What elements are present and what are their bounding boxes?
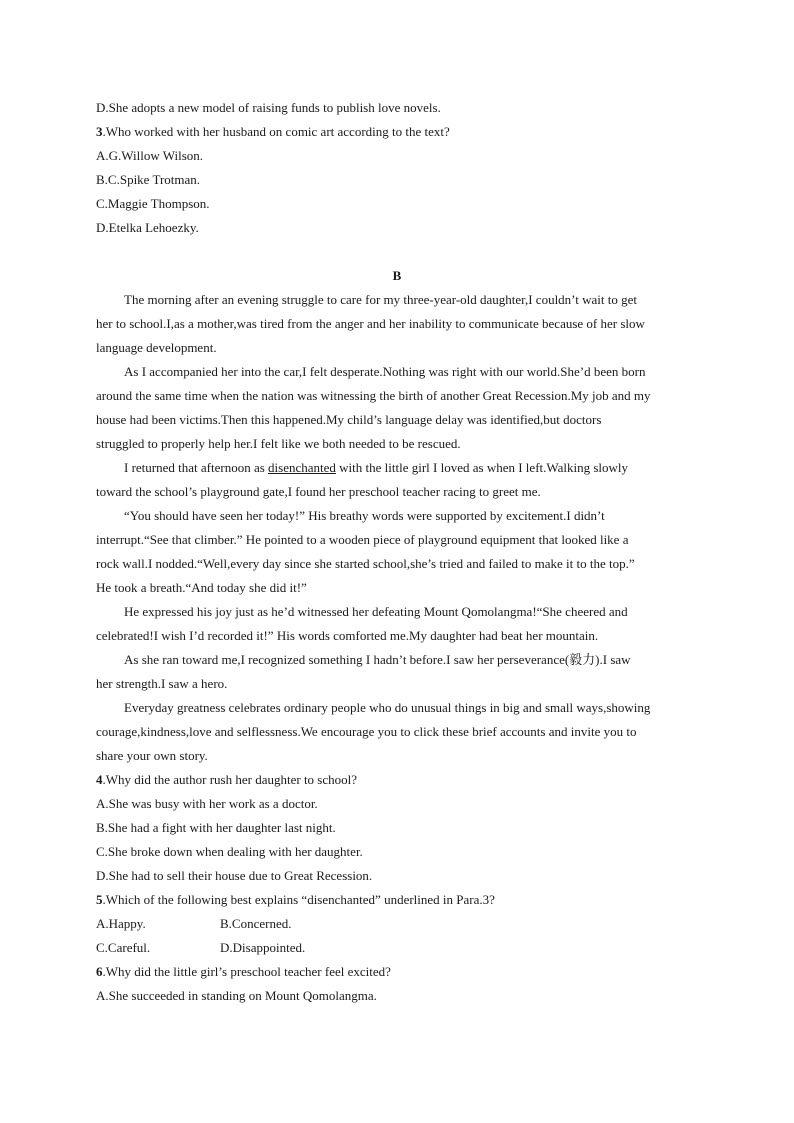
question-text: .Which of the following best explains “disenchanted” underlined in Para.3? xyxy=(102,892,495,907)
q2-option-d: D.She adopts a new model of raising funds to publish love novels. xyxy=(96,100,441,115)
passage-line: rock wall.I nodded.“Well,every day since she started school,she’s tried and failed to make it to the top.” xyxy=(96,556,635,571)
passage-line: He expressed his joy just as he’d witnessed her defeating Mount Qomolangma!“She cheered and xyxy=(124,604,628,619)
q4-option-c: C.She broke down when dealing with her daughter. xyxy=(96,844,363,859)
q5-option-a: A.Happy. xyxy=(96,916,146,931)
passage-line: around the same time when the nation was witnessing the birth of another Great Recession.My job and my xyxy=(96,388,651,403)
passage-line: share your own story. xyxy=(96,748,208,763)
passage-line: The morning after an evening struggle to care for my three-year-old daughter,I couldn’t wait to get xyxy=(124,292,638,307)
passage-line: As I accompanied her into the car,I felt desperate.Nothing was right with our world.She’d been born xyxy=(124,364,646,379)
q3-option-b: B.C.Spike Trotman. xyxy=(96,172,201,187)
passage-line: her strength.I saw a hero. xyxy=(96,676,228,691)
underlined-word: disenchanted xyxy=(268,460,336,475)
passage-line: celebrated!I wish I’d recorded it!” His words comforted me.My daughter had beat her mountain. xyxy=(96,628,599,643)
q5-option-d: D.Disappointed. xyxy=(220,940,306,955)
section-heading: B xyxy=(392,268,402,283)
passage-line xyxy=(124,460,628,476)
passage-line: As she ran toward me,I recognized something I hadn’t before.I saw her perseverance(毅力).I saw xyxy=(124,652,631,667)
question-5 xyxy=(96,892,495,908)
q6-option-a: A.She succeeded in standing on Mount Qomolangma. xyxy=(96,988,377,1003)
q5-option-c: C.Careful. xyxy=(96,940,151,955)
q3-option-d: D.Etelka Lehoezky. xyxy=(96,220,199,235)
q4-option-d: D.She had to sell their house due to Great Recession. xyxy=(96,868,373,883)
q4-option-a: A.She was busy with her work as a doctor. xyxy=(96,796,318,811)
passage-line: struggled to properly help her.I felt like we both needed to be rescued. xyxy=(96,436,461,451)
passage-line: Everyday greatness celebrates ordinary people who do unusual things in big and small ways,showing xyxy=(124,700,651,715)
question-text: .Why did the author rush her daughter to school? xyxy=(102,772,358,787)
question-number: 6 xyxy=(96,964,103,979)
question-number: 3 xyxy=(96,124,103,139)
passage-line: toward the school’s playground gate,I found her preschool teacher racing to greet me. xyxy=(96,484,541,499)
question-text: .Who worked with her husband on comic art according to the text? xyxy=(102,124,450,139)
question-6 xyxy=(96,964,391,980)
question-number: 4 xyxy=(96,772,103,787)
question-3 xyxy=(96,124,450,140)
passage-text: with the little girl I loved as when I left.Walking slowly xyxy=(335,460,629,475)
passage-line: interrupt.“See that climber.” He pointed to a wooden piece of playground equipment that looked like a xyxy=(96,532,629,547)
q3-option-c: C.Maggie Thompson. xyxy=(96,196,210,211)
passage-line: house had been victims.Then this happened.My child’s language delay was identified,but doctors xyxy=(96,412,602,427)
passage-line: He took a breath.“And today she did it!” xyxy=(96,580,307,595)
q5-options-row xyxy=(96,940,696,956)
question-4 xyxy=(96,772,357,788)
q5-option-b: B.Concerned. xyxy=(220,916,292,931)
q3-option-a: A.G.Willow Wilson. xyxy=(96,148,204,163)
passage-line: “You should have seen her today!” His breathy words were supported by excitement.I didn’t xyxy=(124,508,605,523)
passage-line: her to school.I,as a mother,was tired from the anger and her inability to communicate because of her slow xyxy=(96,316,645,331)
q4-option-b: B.She had a fight with her daughter last night. xyxy=(96,820,336,835)
question-number: 5 xyxy=(96,892,103,907)
question-text: .Why did the little girl’s preschool teacher feel excited? xyxy=(102,964,391,979)
q5-options-row xyxy=(96,916,696,932)
passage-text: I returned that afternoon as xyxy=(124,460,269,475)
passage-line: courage,kindness,love and selflessness.We encourage you to click these brief accounts and invite you to xyxy=(96,724,637,739)
passage-line: language development. xyxy=(96,340,217,355)
